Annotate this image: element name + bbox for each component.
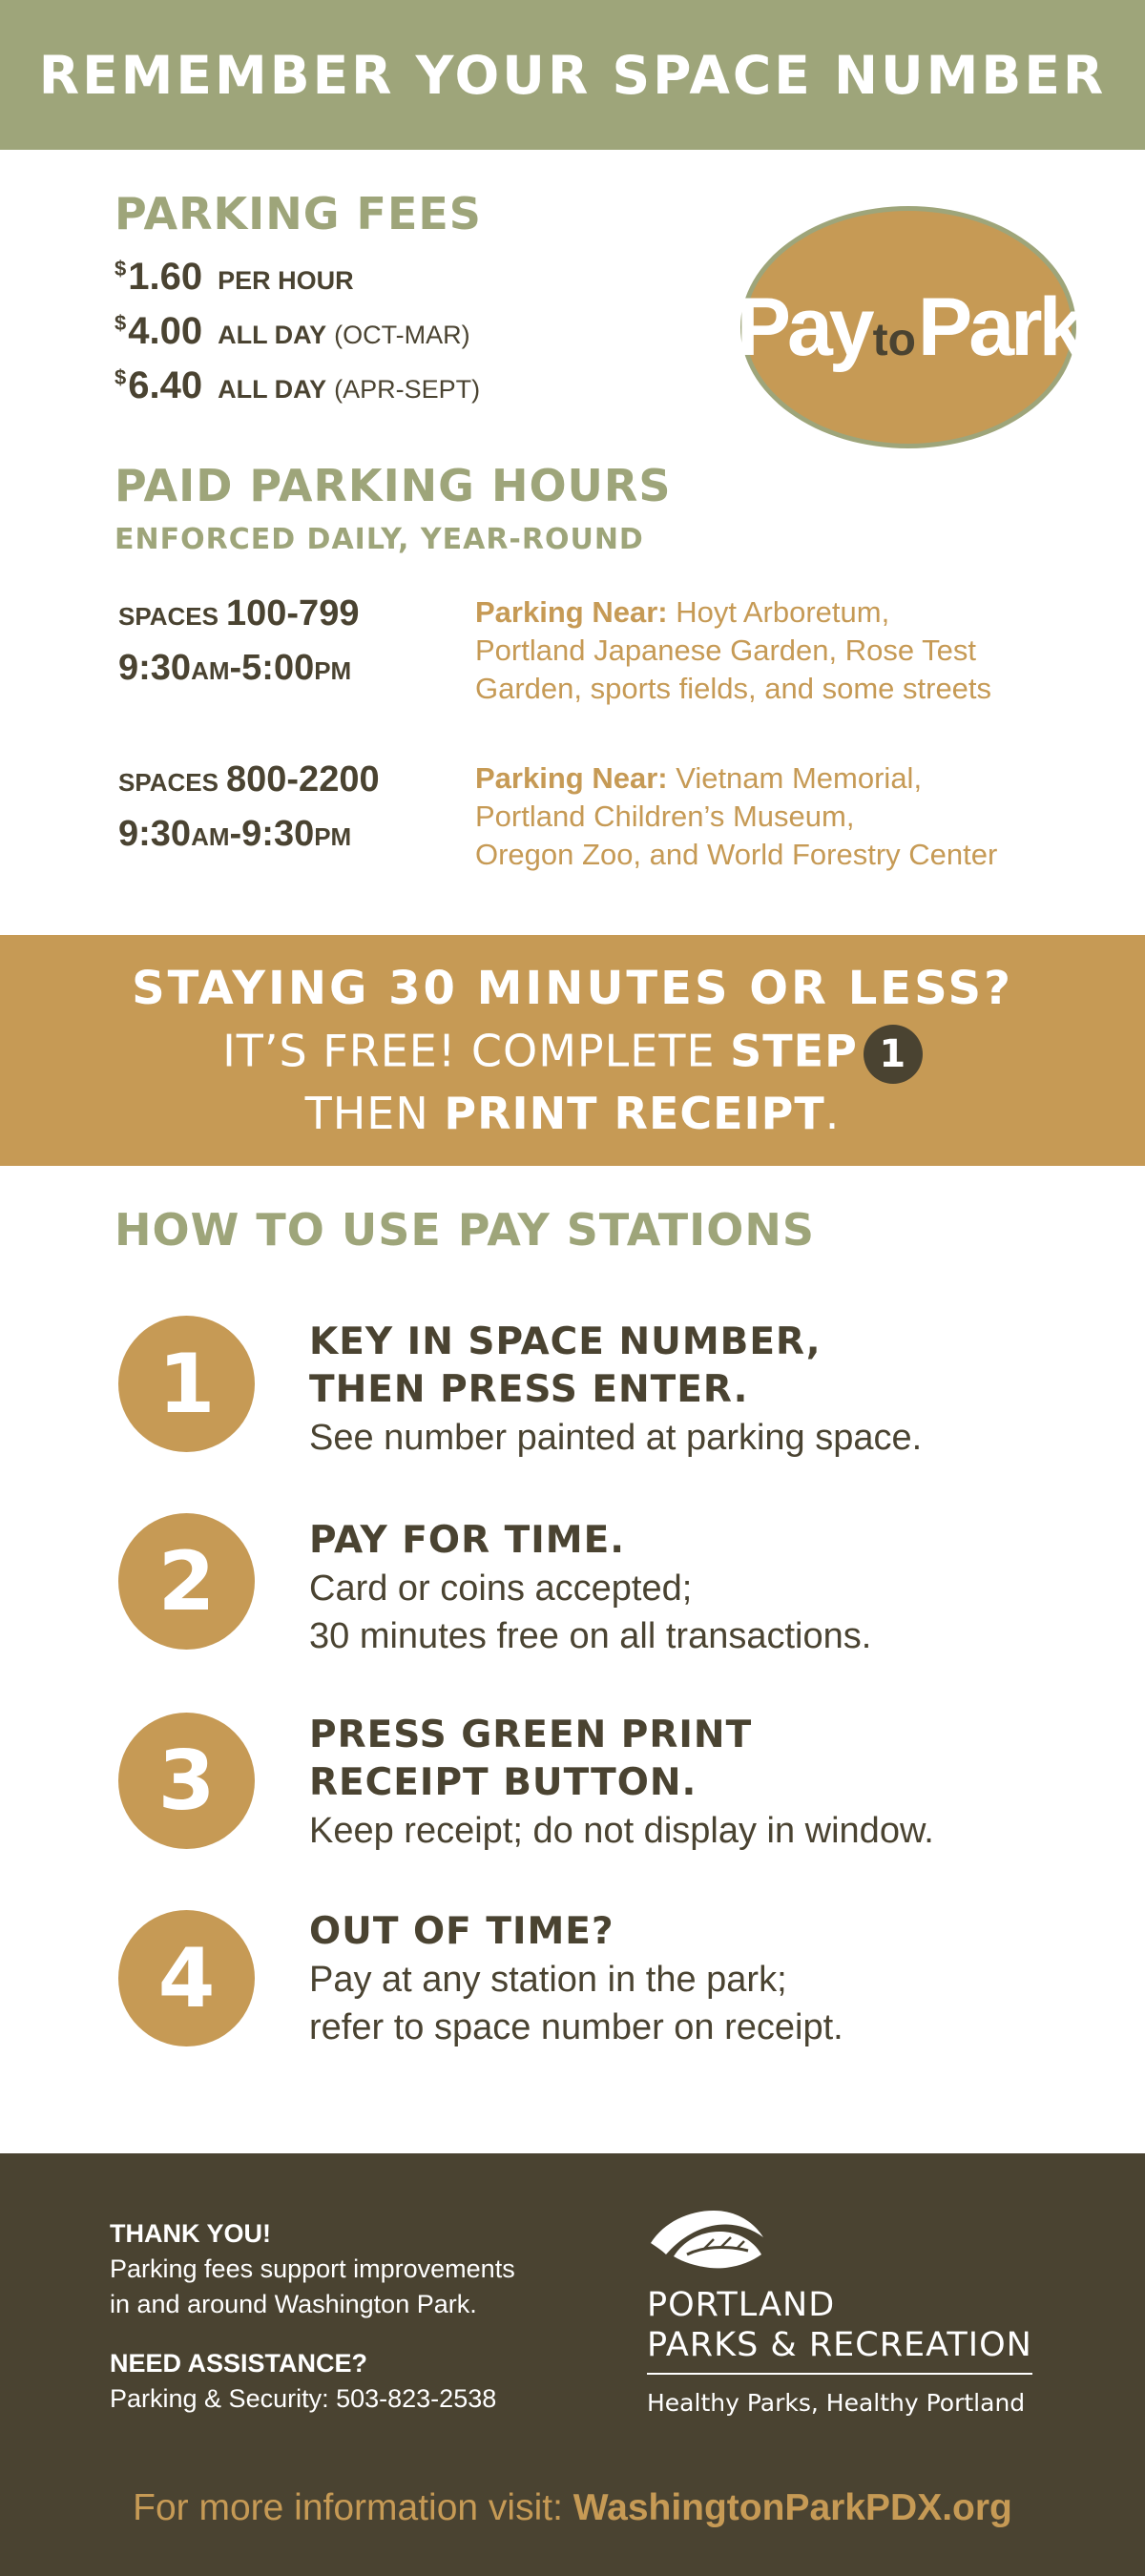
brand-divider: [647, 2373, 1032, 2375]
step-4-number: 4: [118, 1910, 255, 2046]
zone-1-time: 9:30AM-5:00PM: [118, 648, 352, 688]
badge-text: PaytoPark: [736, 280, 1081, 373]
brand-tagline: Healthy Parks, Healthy Portland: [647, 2389, 1026, 2417]
thank-you-block: THANK YOU! Parking fees support improvements in and around Washington Park.: [110, 2219, 515, 2318]
fee-period: (APR-SEPT): [334, 375, 481, 404]
pay-to-park-badge: [736, 206, 1081, 448]
banner-line-2: IT’S FREE! COMPLETE STEP 1: [0, 1025, 1145, 1084]
zone-2-spaces: SPACES 800-2200 9:30AM-9:30PM: [118, 759, 380, 854]
phone-number: Parking & Security: 503-823-2538: [110, 2384, 497, 2413]
free-parking-banner: [0, 935, 1145, 1166]
zone-1-nearby: Parking Near: Hoyt Arboretum, Portland Japanese Garden, Rose Test Garden, sports fields, and some streets: [475, 595, 992, 705]
step-1-text: KEY IN SPACE NUMBER, THEN PRESS ENTER. See number painted at parking space.: [309, 1320, 923, 1458]
hours-subtitle: ENFORCED DAILY, YEAR-ROUND: [114, 523, 644, 556]
header-title: REMEMBER YOUR SPACE NUMBER: [38, 44, 1107, 106]
step-3-text: PRESS GREEN PRINT RECEIPT BUTTON. Keep receipt; do not display in window.: [309, 1714, 934, 1851]
zone-2-nearby: Parking Near: Vietnam Memorial, Portland Children’s Museum, Oregon Zoo, and World Forestry Center: [475, 761, 998, 871]
header-bar: [0, 0, 1145, 150]
fee-amount: $1.60: [114, 256, 203, 298]
fee-row-summer: [114, 364, 480, 407]
banner-line-3: THEN PRINT RECEIPT.: [304, 1088, 841, 1139]
steps-title: HOW TO USE PAY STATIONS: [114, 1204, 815, 1256]
zone-2-time: 9:30AM-9:30PM: [118, 814, 352, 854]
fee-amount: $6.40: [114, 364, 203, 406]
step-2-number: 2: [118, 1513, 255, 1650]
step-2-text: PAY FOR TIME. Card or coins accepted; 30 minutes free on all transactions.: [309, 1519, 872, 1656]
fee-amount: $4.00: [114, 310, 203, 352]
fee-row-hourly: [114, 256, 354, 299]
website-link[interactable]: WashingtonParkPDX.org: [572, 2487, 1012, 2528]
banner-headline: STAYING 30 MINUTES OR LESS?: [132, 962, 1013, 1015]
fee-unit: ALL DAY: [218, 375, 327, 404]
step-3-number: 3: [118, 1713, 255, 1849]
fee-period: (OCT-MAR): [334, 321, 470, 349]
zone-1-spaces: SPACES 100-799 9:30AM-5:00PM: [118, 593, 360, 688]
assistance-block: NEED ASSISTANCE? Parking & Security: 503-823-2538: [110, 2346, 496, 2417]
fee-row-winter: [114, 310, 470, 353]
footer: [0, 2153, 1145, 2576]
fees-title: PARKING FEES: [114, 188, 482, 239]
fee-unit: PER HOUR: [218, 266, 354, 295]
fee-unit: ALL DAY: [218, 321, 327, 349]
more-info-line: For more information visit: WashingtonParkPDX.org: [133, 2487, 1012, 2528]
brand-name: PORTLAND PARKS & RECREATION: [647, 2286, 1032, 2364]
leaf-hands-icon: [645, 2201, 779, 2279]
step-1-number: 1: [118, 1316, 255, 1452]
step-4-text: OUT OF TIME? Pay at any station in the park; refer to space number on receipt.: [309, 1910, 843, 2047]
step-1-badge: 1: [864, 1025, 923, 1084]
hours-title: PAID PARKING HOURS: [114, 460, 672, 511]
